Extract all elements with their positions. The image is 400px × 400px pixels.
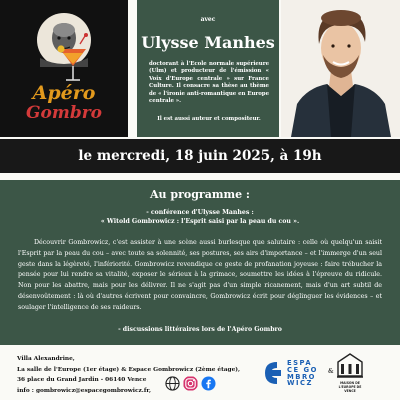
speaker-bio-panel <box>137 0 279 137</box>
address-line-3: 36 place du Grand Jardin - 06140 Vence <box>17 377 147 383</box>
event-date: le mercredi, 18 juin 2025, à 19h <box>78 148 322 164</box>
maison-logo-text: MAISON DE L'EUROPE DE VENCE <box>338 381 362 393</box>
bio-intro: avec <box>200 16 216 23</box>
speaker-name: Ulysse Manhes <box>141 33 275 52</box>
speaker-bio-text: doctorant à l'Ecole normale supérieure (Ulm) et producteur de l'émission « Voix d'Europe centrale » sur France Culture. Il consacre sa thèse au thème de « l'ironie anti-romantique en Europe centrale ». <box>149 61 269 105</box>
apero-gombro-logo <box>0 0 128 137</box>
programme-title: Au programme : <box>150 188 250 201</box>
programme-description: Découvrir Gombrowicz, c'est assister à une scène aussi burlesque que salutaire : celle où quelqu'un saisit l'Esprit par la peau du cou – avec toute sa solennité, ses postures, ses airs d'importance – et l'immerge d'un seul geste dans la légèreté, l'infériorité. Gombrowicz revendique ce geste de profanation joyeuse : faire trébucher la pensée pour lui rendre sa vitalité, exposer le sérieux à la grimace, soumettre les idées à l'épreuve du ridicule. Non pour les abattre, mais pour les délivrer. Il ne s'agit pas d'un simple ricanement, mais d'un art subtil de désenvoûtement : là où d'autres écrivent pour convaincre, Gombrowicz écrit pour déglinguer les évidences – et soulager l'intelligence de ses raideurs. <box>18 239 382 311</box>
header-section <box>0 0 400 140</box>
address-line-1: Villa Alexandrine, <box>17 356 75 362</box>
speaker-bio-extra: Il est aussi auteur et compositeur. <box>157 116 261 122</box>
logo-word-gombro: Gombro <box>25 103 103 123</box>
conference-line: - conférence d'Ulysse Manhes : <box>146 209 254 216</box>
globe-icon[interactable] <box>165 376 180 391</box>
ampersand: & <box>328 368 334 375</box>
programme-section <box>0 180 400 345</box>
espace-logo-text: ESPA CE GO MBRO WICZ <box>287 359 318 388</box>
speaker-portrait <box>281 0 400 137</box>
conference-title: « Witold Gombrowicz : l'Esprit saisi par la peau du cou ». <box>100 218 300 225</box>
address-line-2: La salle de l'Europe (1er étage) & Espace Gombrowicz (2ème étage), <box>17 366 241 373</box>
facebook-icon[interactable] <box>201 376 216 391</box>
event-date-bar <box>0 139 400 173</box>
contact-email[interactable]: info : gombrowicz@espacegombrowicz.fr, <box>17 387 151 394</box>
maison-europe-logo <box>335 352 365 394</box>
logo-word-apero: Apéro <box>32 82 96 104</box>
programme-footer: - discussions littéraires lors de l'Apéro Gombro <box>118 326 282 333</box>
instagram-icon[interactable] <box>183 376 198 391</box>
speaker-photo <box>281 0 400 137</box>
